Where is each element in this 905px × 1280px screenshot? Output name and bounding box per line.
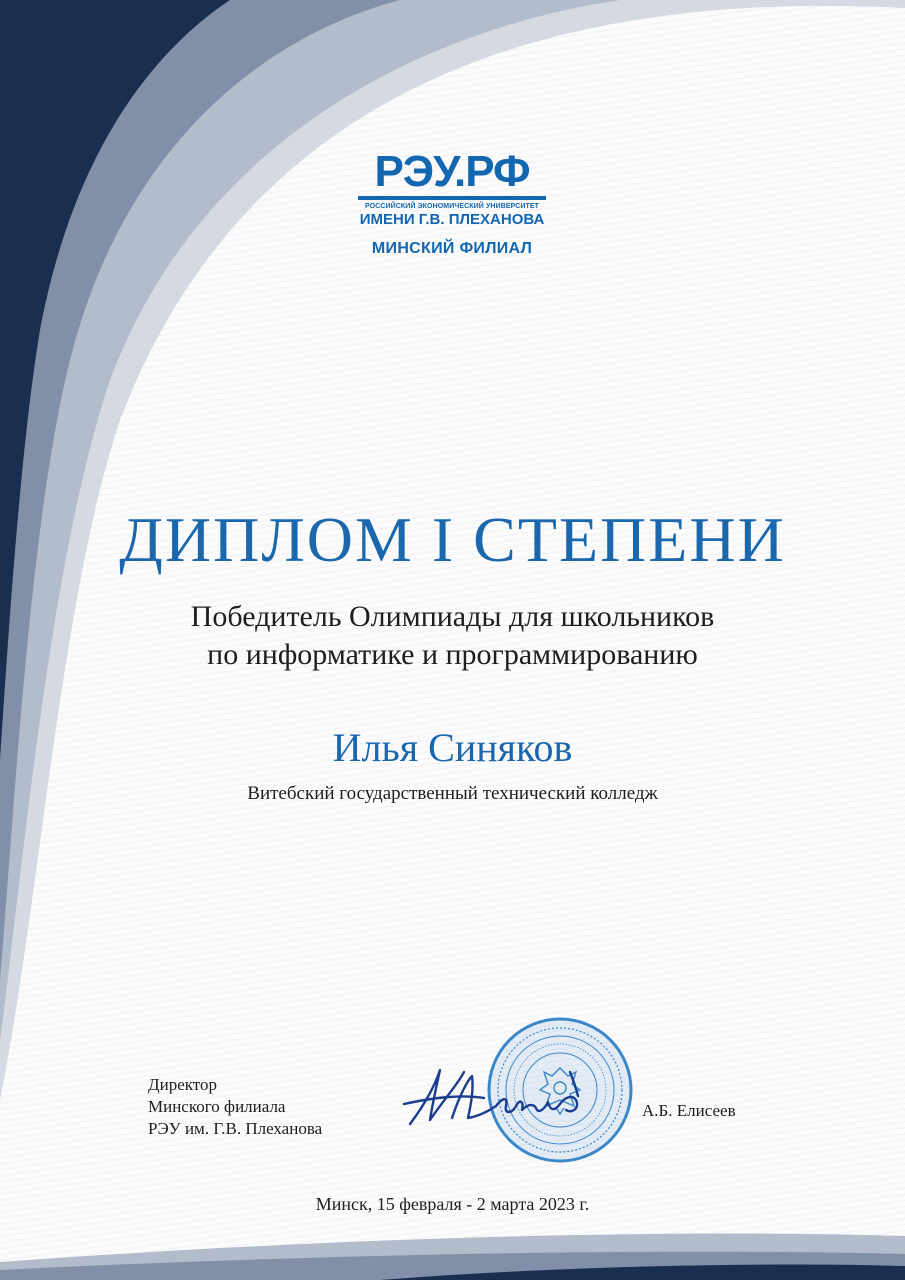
subtitle-line-1: Победитель Олимпиады для школьников	[190, 600, 715, 633]
signatory-name: А.Б. Елисеев	[642, 1101, 736, 1120]
recipient-institution: Витебский государственный технический колледж	[247, 783, 658, 804]
position-line-1: Директор	[148, 1075, 217, 1094]
university-logo	[352, 147, 552, 258]
signature-icon	[402, 1058, 602, 1138]
place-and-date: Минск, 15 февраля - 2 марта 2023 г.	[315, 1194, 590, 1214]
logo-wordmark: РЭУ.РФ	[374, 147, 530, 196]
logo-university-name: РОССИЙСКИЙ ЭКОНОМИЧЕСКИЙ УНИВЕРСИТЕТ	[364, 203, 540, 210]
diploma-subtitle	[0, 598, 905, 674]
recipient-name: Илья Синяков	[332, 725, 573, 770]
position-line-3: РЭУ им. Г.В. Плеханова	[148, 1119, 323, 1138]
diploma-title: ДИПЛОМ I СТЕПЕНИ	[119, 504, 786, 575]
subtitle-line-2: по информатике и программированию	[207, 638, 698, 671]
position-line-2: Минского филиала	[148, 1097, 286, 1116]
logo-underline	[358, 196, 546, 200]
logo-university-named-after: ИМЕНИ Г.В. ПЛЕХАНОВА	[359, 211, 545, 228]
signatory-position	[148, 1074, 322, 1140]
logo-branch-name: МИНСКИЙ ФИЛИАЛ	[371, 240, 533, 257]
